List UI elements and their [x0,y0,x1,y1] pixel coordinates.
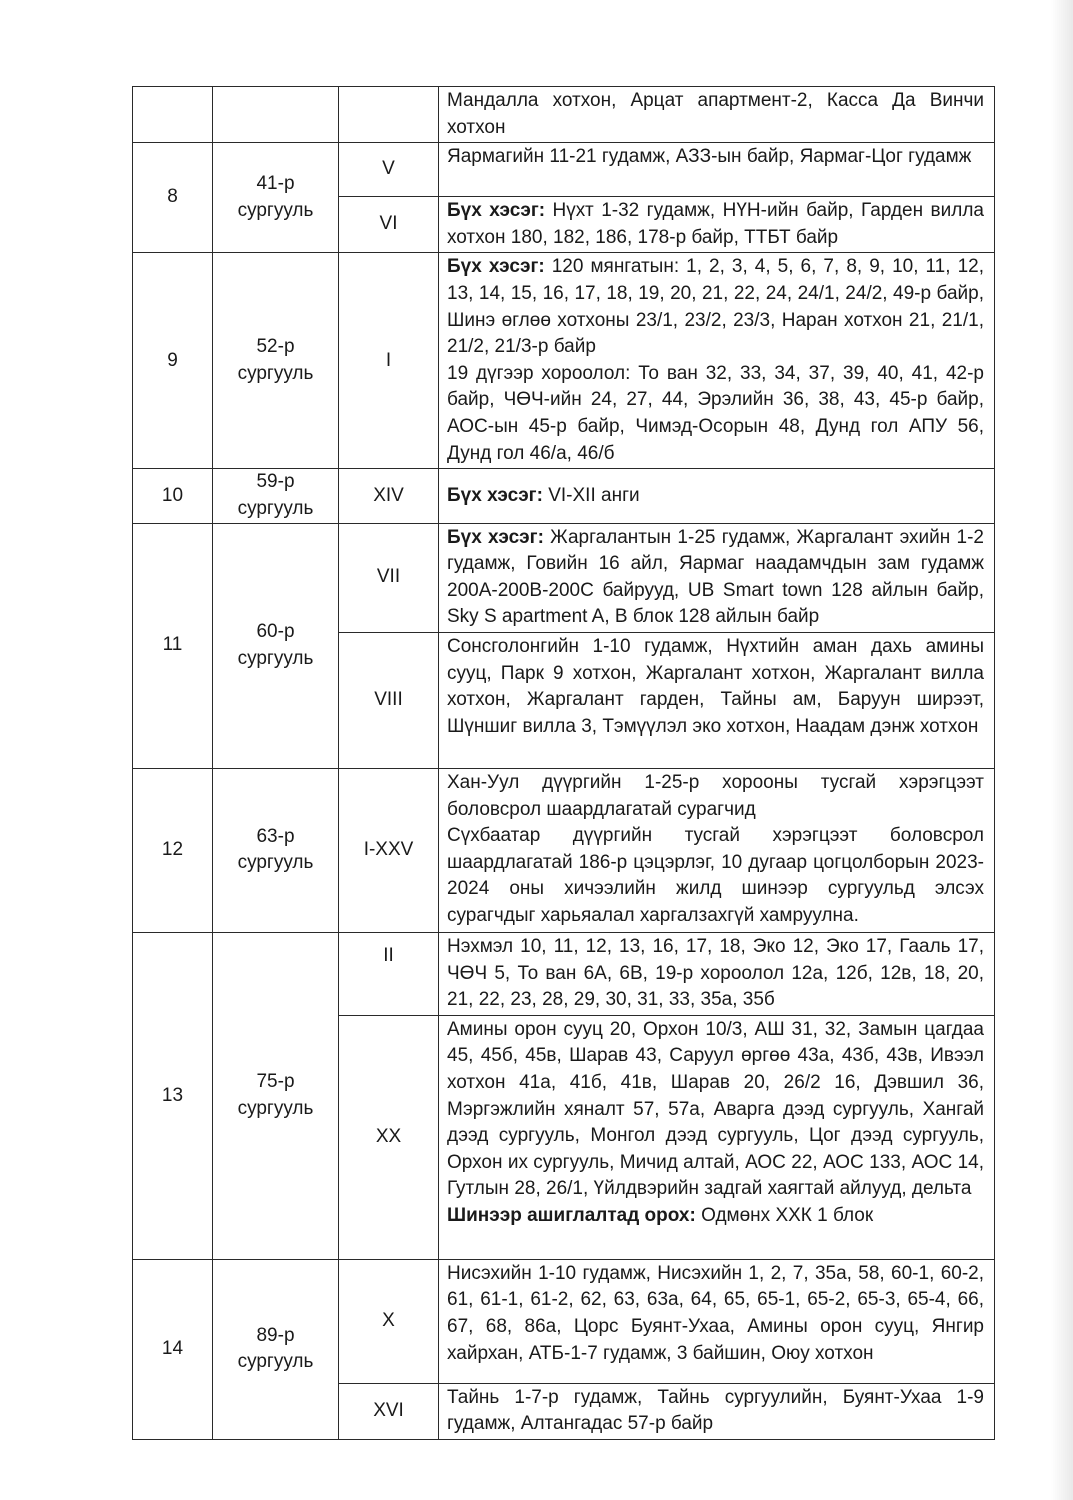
description-text: Одмөнх ХХК 1 блок [695,1204,874,1226]
address-description-cell [439,143,995,197]
address-description-cell [439,523,995,632]
page-edge-shadow [1051,0,1073,1500]
description-text: Сонсголонгийн 1-10 гудамж, Нүхтийн аман дахь амины сууц, Парк 9 хотхон, Жаргалант хотхон, Жаргалант вилла хотхон, Жаргалант гарден, Тайны ам, Баруун ширээт, Шүншиг вилла 3, Тэмүүлэл эко хотхон, Наадам дэнж хотхон [447,635,984,737]
row-number-cell: 9 [133,253,213,469]
section-cell [339,87,439,143]
school-name-line: 63-р [256,825,295,847]
section-cell: V [339,143,439,197]
description-paragraph [447,483,984,510]
address-description-cell [439,1015,995,1259]
school-name-line: 89-р [256,1324,295,1346]
description-text: Сүхбаатар дүүргийн тусгай хэрэгцээт боловсрол шаардлагатай 186-р цэцэрлэг, 10 дугаар цогцолборын 2023-2024 оны хичээлийн жилд шинээр сургуульд элсэх сурагчдыг харьяалал харгалзахгүй хамруулна. [447,825,984,926]
description-text: Жаргалантын 1-25 гудамж, Жаргалант эхийн 1-2 гудамж, Говийн 16 айл, Яармаг наадамчдын зам гудамж 200А-200В-200С байрууд, UB Smart town 128 айлын байр, Sky S apartment A, B блок 128 айлын байр [447,526,984,628]
description-paragraph [447,934,984,1014]
section-cell: X [339,1259,439,1383]
description-text: 120 мянгатын: 1, 2, 3, 4, 5, 6, 7, 8, 9, 10, 11, 12, 13, 14, 15, 16, 17, 18, 19, 20, 21, 22, 24, 24/1, 24/2, 49-р байр, Шинэ өглөө хотхоны 23/1, 23/2, 23/3, Наран хотхон 21, 21/1, 21/2, 21/3-р байр [447,256,984,358]
school-cell [213,1259,339,1439]
address-description-cell [439,1259,995,1383]
school-name-line: сургууль [237,199,314,221]
school-name-line: 52-р [256,336,295,358]
school-name-line: 59-р [256,471,295,493]
section-cell: I [339,253,439,469]
bold-label: Бүх хэсэг: [447,200,546,222]
table-row [133,469,995,523]
school-cell [213,87,339,143]
bold-label: Бүх хэсэг: [447,484,543,506]
description-text: 19 дүгээр хороолол: То ван 32, 33, 34, 37, 39, 40, 41, 42-р байр, ЧӨЧ-ийн 24, 27, 44, Эрэлийн 36, 38, 43, 45-р байр, АОС-ын 45-р байр, Чимэд-Осорын 48, Дунд гол АПУ 56, Дунд гол 46/а, 46/б [447,362,984,464]
address-description-cell [439,768,995,932]
school-name-line: 60-р [256,621,295,643]
description-text: Хан-Уул дүүргийн 1-25-р хорооны тусгай хэрэгцээт боловсрол шаардлагатай сурагчид [447,771,984,820]
school-name-line: сургууль [237,647,314,669]
section-cell: XX [339,1015,439,1259]
section-cell: VI [339,197,439,253]
address-description-cell [439,469,995,523]
address-description-cell [439,632,995,768]
district-school-table [132,86,995,1440]
school-cell [213,768,339,932]
description-text: Амины орон сууц 20, Орхон 10/3, АШ 31, 32, Замын цагдаа 45, 45б, 45в, Шарав 43, Саруул өргөө 43а, 43б, 43в, Ивээл хотхон 41а, 41б, 41в, Шарав 20, 26/2 16, Дэвшил 36, Мэргэжлийн хяналт 57, 57а, Аварга дээд сургууль, Хангай дээд сургууль, Монгол дээд сургууль, Цог дээд сургууль, Орхон их сургууль, Мичид алтай, АОС 22, АОС 133, АОС 14, Гутлын 28, 26/1, Үйлдвэрийн задгай хаягтай айлууд, дельта [447,1018,984,1200]
school-name-line: сургууль [237,852,314,874]
school-name-line: 75-р [256,1071,295,1093]
school-name-line: 41-р [256,173,295,195]
description-text: VI-XII анги [542,484,640,506]
table-row [133,87,995,143]
school-name-line: сургууль [237,1351,314,1373]
school-cell [213,932,339,1259]
table-row [133,932,995,1015]
table-row [133,523,995,632]
description-text: Нисэхийн 1-10 гудамж, Нисэхийн 1, 2, 7, 35а, 58, 60-1, 60-2, 61, 61-1, 61-2, 62, 63, 63а, 64, 65, 65-1, 65-2, 65-3, 65-4, 66, 67, 68, 86а, Цорс Буянт-Ухаа, Амины орон сууц, Янгир хайрхан, АТБ-1-7 гудамж, 3 байшин, Оюу хотхон [447,1262,984,1364]
description-paragraph [447,88,984,141]
school-name-line: сургууль [237,497,314,519]
description-paragraph [447,525,984,631]
description-paragraph [447,634,984,740]
description-text: Тайнь 1-7-р гудамж, Тайнь сургуулийн, Буянт-Ухаа 1-9 гудамж, Алтангадас 57-р байр [447,1386,984,1435]
description-text: Мандалла хотхон, Арцат апартмент-2, Касса Да Винчи хотхон [447,90,984,138]
bold-label: Шинээр ашиглалтад орох: [447,1204,696,1226]
description-text: Нэхмэл 10, 11, 12, 13, 16, 17, 18, Эко 12, Эко 17, Гааль 17, ЧӨЧ 5, То ван 6А, 6В, 19-р хороолол 12а, 12б, 12в, 18, 20, 21, 22, 23, 28, 29, 30, 31, 33, 35а, 35б [447,935,984,1011]
row-number-cell: 11 [133,523,213,768]
school-cell [213,523,339,768]
section-cell: VII [339,523,439,632]
address-description-cell [439,197,995,253]
school-name-line: сургууль [237,1097,314,1119]
description-paragraph [447,1017,984,1203]
school-cell [213,143,339,253]
section-cell: II [339,932,439,1015]
bold-label: Бүх хэсэг: [447,526,544,548]
description-paragraph [447,198,984,251]
address-description-cell [439,932,995,1015]
description-text: Нүхт 1-32 гудамж, НҮН-ийн байр, Гарден вилла хотхон 180, 182, 186, 178-р байр, ТТБТ байр [447,200,984,248]
section-cell: XIV [339,469,439,523]
table-row [133,143,995,197]
table-row [133,253,995,469]
description-paragraph [447,1261,984,1367]
description-paragraph [447,144,984,171]
description-paragraph [447,254,984,360]
address-description-cell [439,1383,995,1439]
row-number-cell: 13 [133,932,213,1259]
description-paragraph [447,823,984,929]
row-number-cell: 8 [133,143,213,253]
row-number-cell [133,87,213,143]
section-cell: XVI [339,1383,439,1439]
section-cell: VIII [339,632,439,768]
row-number-cell: 12 [133,768,213,932]
school-cell [213,253,339,469]
table-row [133,768,995,932]
description-text: Яармагийн 11-21 гудамж, АЗЗ-ын байр, Яармаг-Цог гудамж [447,146,972,168]
description-paragraph [447,770,984,823]
address-description-cell [439,87,995,143]
table-row [133,1259,995,1383]
row-number-cell: 10 [133,469,213,523]
bold-label: Бүх хэсэг: [447,256,545,278]
row-number-cell: 14 [133,1259,213,1439]
school-cell [213,469,339,523]
school-name-line: сургууль [237,362,314,384]
table-body [133,87,995,1440]
section-cell: I-XXV [339,768,439,932]
description-paragraph [447,1203,984,1230]
description-paragraph [447,361,984,467]
address-description-cell [439,253,995,469]
description-paragraph [447,1385,984,1438]
